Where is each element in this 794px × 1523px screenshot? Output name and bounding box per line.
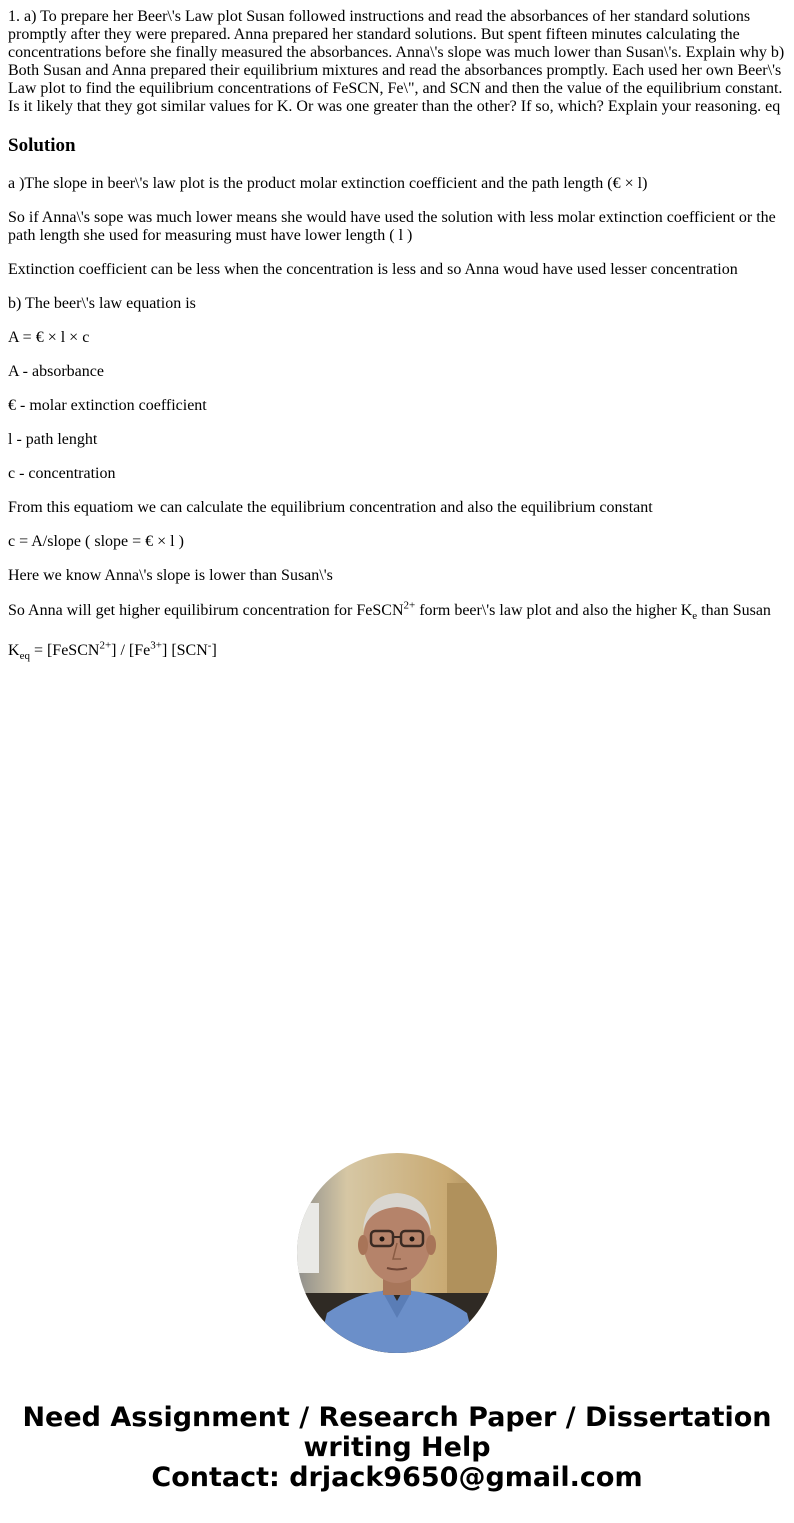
conclusion-paragraph [8, 599, 788, 623]
equation-part-2: ] / [Fe [111, 642, 151, 659]
document-content [8, 8, 788, 663]
definition-path-length: l - path lenght [8, 431, 98, 448]
scn-charge: - [207, 639, 212, 652]
definition-concentration: c - concentration [8, 465, 116, 482]
question-text: 1. a) To prepare her Beer\'s Law plot Susan followed instructions and read the absorbances of her standard solutions promptly after they were prepared. Anna prepared her standard solutions. But spent fifteen minutes calculating the concentrations before she finally measured the absorbances. Anna\'s slope was much lower than Susan\'s. Explain why b) Both Susan and Anna prepared their equilibrium mixtures and read the absorbances promptly. Each used her own Beer\'s Law plot to find the equilibrium concentrations of FeSCN, Fe\", and SCN and then the value of the equilibrium constant. Is it likely that they got similar values for K. Or was one greater than the other? If so, which? Explain your reasoning. eq [8, 8, 785, 115]
definition-absorbance: A - absorbance [8, 363, 104, 380]
fe-charge: 3+ [150, 639, 162, 652]
conclusion-superscript: 2+ [403, 599, 416, 612]
footer-contact: Contact: drjack9650@gmail.com [151, 1462, 643, 1493]
equation-part-3: ] [SCN [161, 642, 208, 659]
equation-part-1: = [FeSCN [29, 642, 100, 659]
equation-part-4: ] [211, 642, 217, 659]
solution-paragraph-10: From this equatiom we can calculate the equilibrium concentration and also the equilibrium constant [8, 499, 653, 516]
solution-heading: Solution [8, 135, 76, 156]
solution-paragraph-12: Here we know Anna\'s slope is lower than Susan\'s [8, 567, 333, 584]
footer-line-1: Need Assignment / Research Paper / Dissertation [22, 1402, 772, 1433]
conclusion-part-2: form beer\'s law plot and also the higher K [415, 602, 693, 619]
equilibrium-constant-equation [8, 639, 788, 663]
beer-law-equation: A = € × l × c [8, 329, 90, 346]
author-photo [297, 1153, 497, 1353]
footer-line-2: writing Help [303, 1432, 491, 1463]
promo-footer [0, 1403, 794, 1493]
definition-extinction-coefficient: € - molar extinction coefficient [8, 397, 207, 414]
k-subscript: eq [19, 650, 30, 663]
conclusion-part-1: So Anna will get higher equilibirum concentration for FeSCN [8, 602, 404, 619]
solution-paragraph-1: a )The slope in beer\'s law plot is the product molar extinction coefficient and the path length (€ × l) [8, 175, 648, 192]
concentration-equation: c = A/slope ( slope = € × l ) [8, 533, 184, 550]
fescn-charge: 2+ [99, 639, 112, 652]
solution-paragraph-3: Extinction coefficient can be less when the concentration is less and so Anna woud have used lesser concentration [8, 261, 738, 278]
k-symbol: K [8, 642, 20, 659]
author-portrait-image [297, 1153, 497, 1353]
conclusion-subscript: e [692, 610, 698, 623]
solution-paragraph-2: So if Anna\'s sope was much lower means she would have used the solution with less molar extinction coefficient or the path length she used for measuring must have lower length ( l ) [8, 209, 776, 244]
conclusion-part-3: than Susan [697, 602, 771, 619]
solution-paragraph-4: b) The beer\'s law equation is [8, 295, 196, 312]
